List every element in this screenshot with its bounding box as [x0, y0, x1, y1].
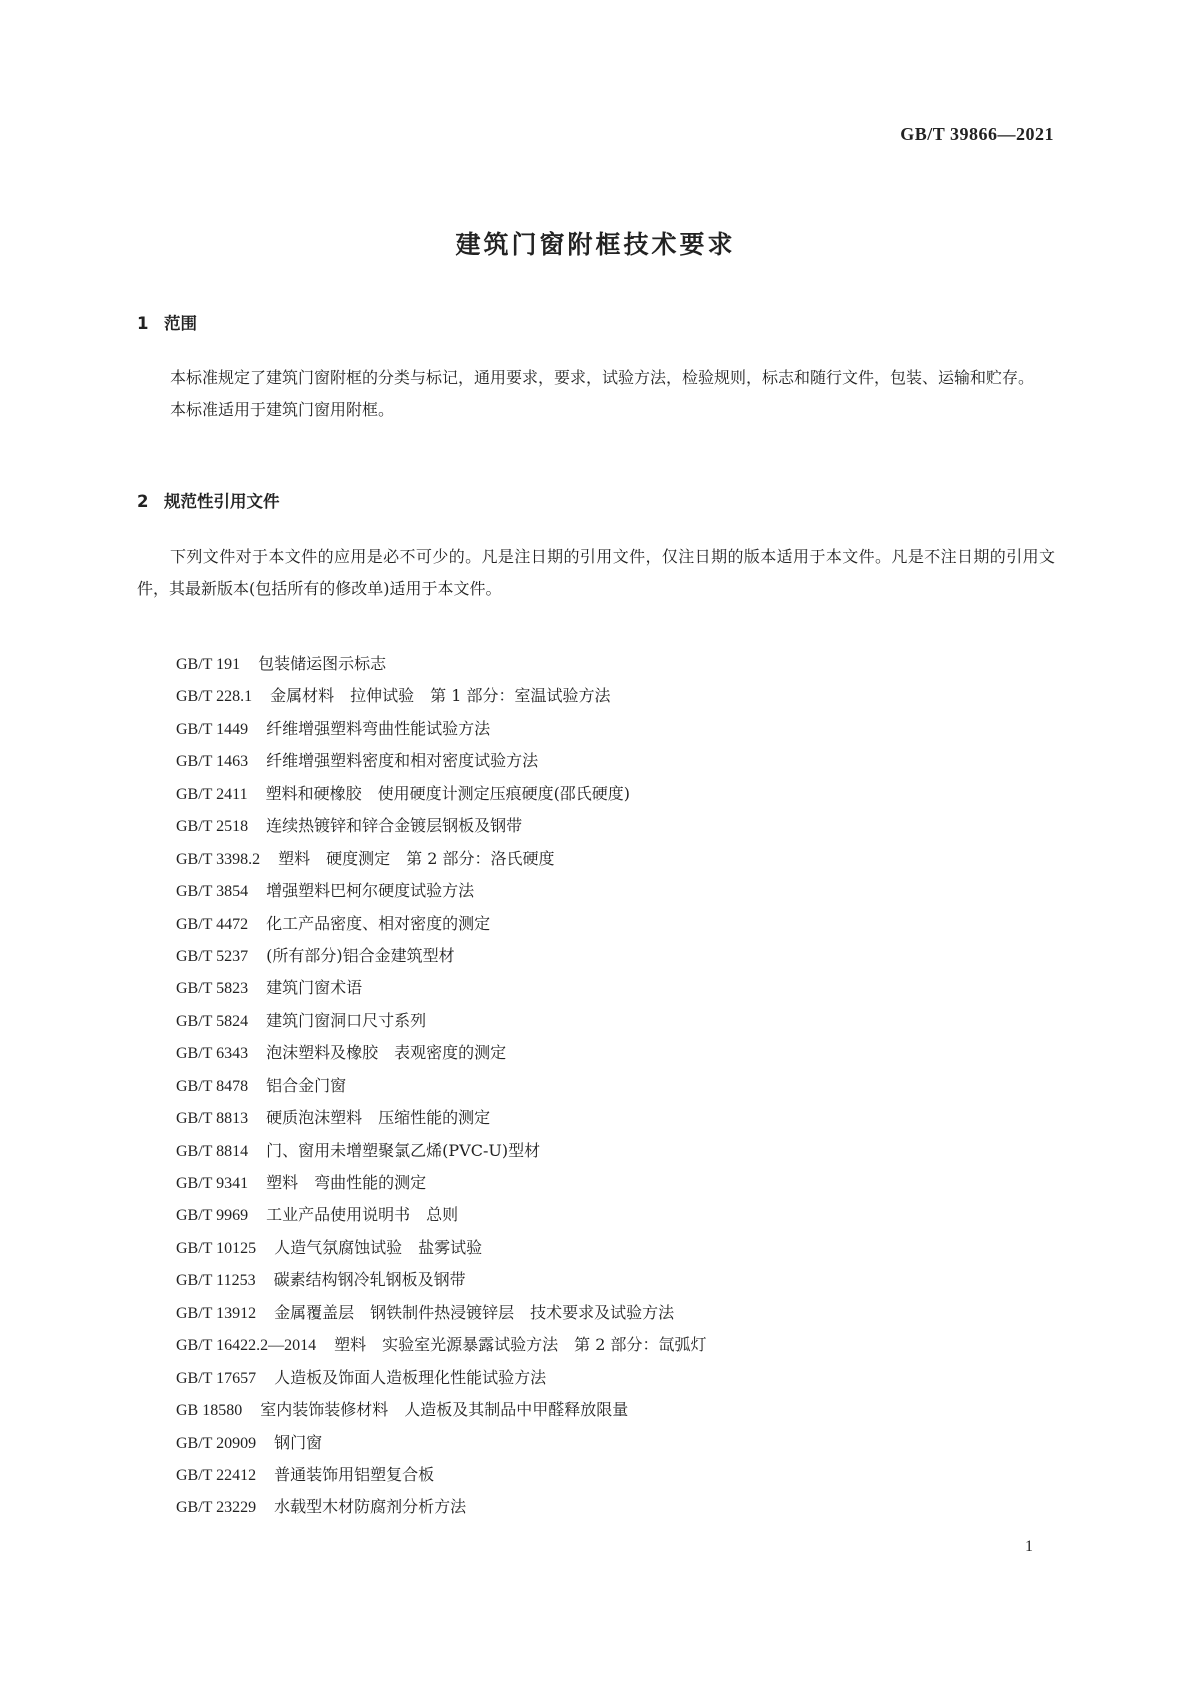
reference-code: GB/T 1463 [176, 753, 249, 771]
reference-code: GB/T 191 [176, 656, 241, 673]
reference-code: GB/T 13912 [176, 1304, 257, 1322]
reference-item [176, 1362, 707, 1394]
reference-item [176, 648, 707, 680]
reference-item [176, 1232, 707, 1264]
section-2-heading [137, 488, 280, 512]
reference-item [176, 972, 707, 1004]
reference-item [176, 908, 707, 940]
section-number: 1 [137, 314, 149, 333]
reference-item [176, 1167, 707, 1199]
reference-code: GB 18580 [176, 1402, 243, 1420]
reference-code: GB/T 6343 [176, 1045, 249, 1063]
reference-title: 塑料 实验室光源暴露试验方法 第 2 部分：氙弧灯 [334, 1335, 707, 1355]
reference-title: 塑料 弯曲性能的测定 [266, 1173, 427, 1192]
reference-title: 碳素结构钢冷轧钢板及钢带 [273, 1270, 466, 1290]
reference-item [176, 1427, 707, 1459]
document-title: 建筑门窗附框技术要求 [455, 230, 736, 259]
reference-code: GB/T 2518 [176, 818, 249, 836]
reference-item [176, 1199, 707, 1231]
reference-item [176, 713, 707, 745]
section-title: 规范性引用文件 [164, 492, 280, 511]
reference-code: GB/T 11253 [176, 1272, 256, 1290]
reference-title: 塑料 硬度测定 第 2 部分：洛氏硬度 [278, 848, 555, 868]
reference-title: 铝合金门窗 [266, 1075, 347, 1095]
reference-title: 钢门窗 [274, 1432, 323, 1452]
reference-title: 人造气氛腐蚀试验 盐雾试验 [274, 1237, 483, 1257]
reference-title: 普通装饰用铝塑复合板 [274, 1464, 435, 1484]
reference-item [176, 1102, 707, 1134]
reference-title: 建筑门窗术语 [266, 978, 363, 998]
reference-item [176, 680, 707, 712]
reference-title: 纤维增强塑料密度和相对密度试验方法 [266, 751, 539, 771]
reference-code: GB/T 8813 [176, 1110, 249, 1128]
paragraph: 下列文件对于本文件的应用是必不可少的。凡是注日期的引用文件，仅注日期的版本适用于本文件。凡是不注日期的引用文件，其最新版本(包括所有的修改单)适用于本文件。 [137, 547, 1055, 598]
reference-code: GB/T 3398.2 [176, 850, 261, 868]
reference-item [176, 1005, 707, 1037]
reference-title: 建筑门窗洞口尺寸系列 [266, 1010, 427, 1030]
reference-item [176, 1037, 707, 1069]
reference-item [176, 810, 707, 842]
reference-title: 包装储运图示标志 [258, 654, 387, 673]
reference-code: GB/T 1449 [176, 720, 249, 738]
reference-title: 塑料和硬橡胶 使用硬度计测定压痕硬度(邵氏硬度) [265, 783, 631, 803]
reference-code: GB/T 3854 [176, 883, 249, 901]
reference-code: GB/T 4472 [176, 915, 249, 933]
section-title: 范围 [164, 314, 197, 333]
reference-code: GB/T 9969 [176, 1207, 249, 1225]
reference-code: GB/T 8478 [176, 1077, 249, 1095]
reference-item [176, 1070, 707, 1102]
normative-references-list [176, 648, 707, 1524]
reference-code: GB/T 17657 [176, 1369, 257, 1387]
reference-item [176, 1297, 707, 1329]
reference-item [176, 1394, 707, 1426]
reference-title: 金属材料 拉伸试验 第 1 部分：室温试验方法 [270, 686, 611, 706]
reference-code: GB/T 10125 [176, 1239, 257, 1257]
reference-item [176, 745, 707, 777]
section-number: 2 [137, 492, 149, 511]
reference-code: GB/T 23229 [176, 1499, 257, 1517]
reference-title: 纤维增强塑料弯曲性能试验方法 [266, 718, 491, 738]
reference-code: GB/T 5237 [176, 947, 249, 965]
reference-code: GB/T 5824 [176, 1012, 249, 1030]
reference-title: (所有部分)铝合金建筑型材 [266, 945, 455, 965]
paragraph: 本标准适用于建筑门窗用附框。 [170, 400, 395, 419]
reference-code: GB/T 2411 [176, 785, 248, 803]
reference-item [176, 875, 707, 907]
reference-item [176, 1329, 707, 1361]
reference-title: 泡沫塑料及橡胶 表观密度的测定 [266, 1043, 507, 1063]
reference-code: GB/T 8814 [176, 1142, 249, 1160]
reference-title: 人造板及饰面人造板理化性能试验方法 [274, 1367, 547, 1387]
reference-item [176, 778, 707, 810]
paragraph: 本标准规定了建筑门窗附框的分类与标记，通用要求，要求，试验方法，检验规则，标志和随行文件，包装、运输和贮存。 [170, 368, 1035, 387]
reference-item [176, 1264, 707, 1296]
reference-item [176, 1459, 707, 1491]
reference-title: 化工产品密度、相对密度的测定 [266, 913, 491, 933]
reference-title: 门、窗用未增塑聚氯乙烯(PVC-U)型材 [266, 1140, 541, 1160]
reference-code: GB/T 9341 [176, 1175, 249, 1192]
reference-title: 水载型木材防腐剂分析方法 [274, 1497, 467, 1517]
reference-item [176, 843, 707, 875]
reference-title: 硬质泡沫塑料 压缩性能的测定 [266, 1108, 491, 1128]
reference-code: GB/T 16422.2—2014 [176, 1337, 317, 1355]
reference-code: GB/T 20909 [176, 1434, 257, 1452]
reference-title: 增强塑料巴柯尔硬度试验方法 [266, 881, 475, 901]
section-2-body [137, 541, 1055, 605]
section-1-body [137, 362, 1055, 426]
reference-code: GB/T 22412 [176, 1466, 257, 1484]
reference-title: 室内装饰装修材料 人造板及其制品中甲醛释放限量 [260, 1400, 629, 1420]
reference-item [176, 940, 707, 972]
reference-code: GB/T 228.1 [176, 688, 253, 706]
reference-item [176, 1491, 707, 1523]
reference-code: GB/T 5823 [176, 980, 249, 998]
reference-title: 工业产品使用说明书 总则 [266, 1205, 459, 1225]
section-1-heading [137, 310, 197, 334]
page-number: 1 [1025, 1538, 1033, 1555]
standard-number: GB/T 39866—2021 [900, 124, 1054, 144]
reference-title: 连续热镀锌和锌合金镀层钢板及钢带 [266, 816, 523, 836]
reference-title: 金属覆盖层 钢铁制件热浸镀锌层 技术要求及试验方法 [274, 1302, 675, 1322]
reference-item [176, 1135, 707, 1167]
